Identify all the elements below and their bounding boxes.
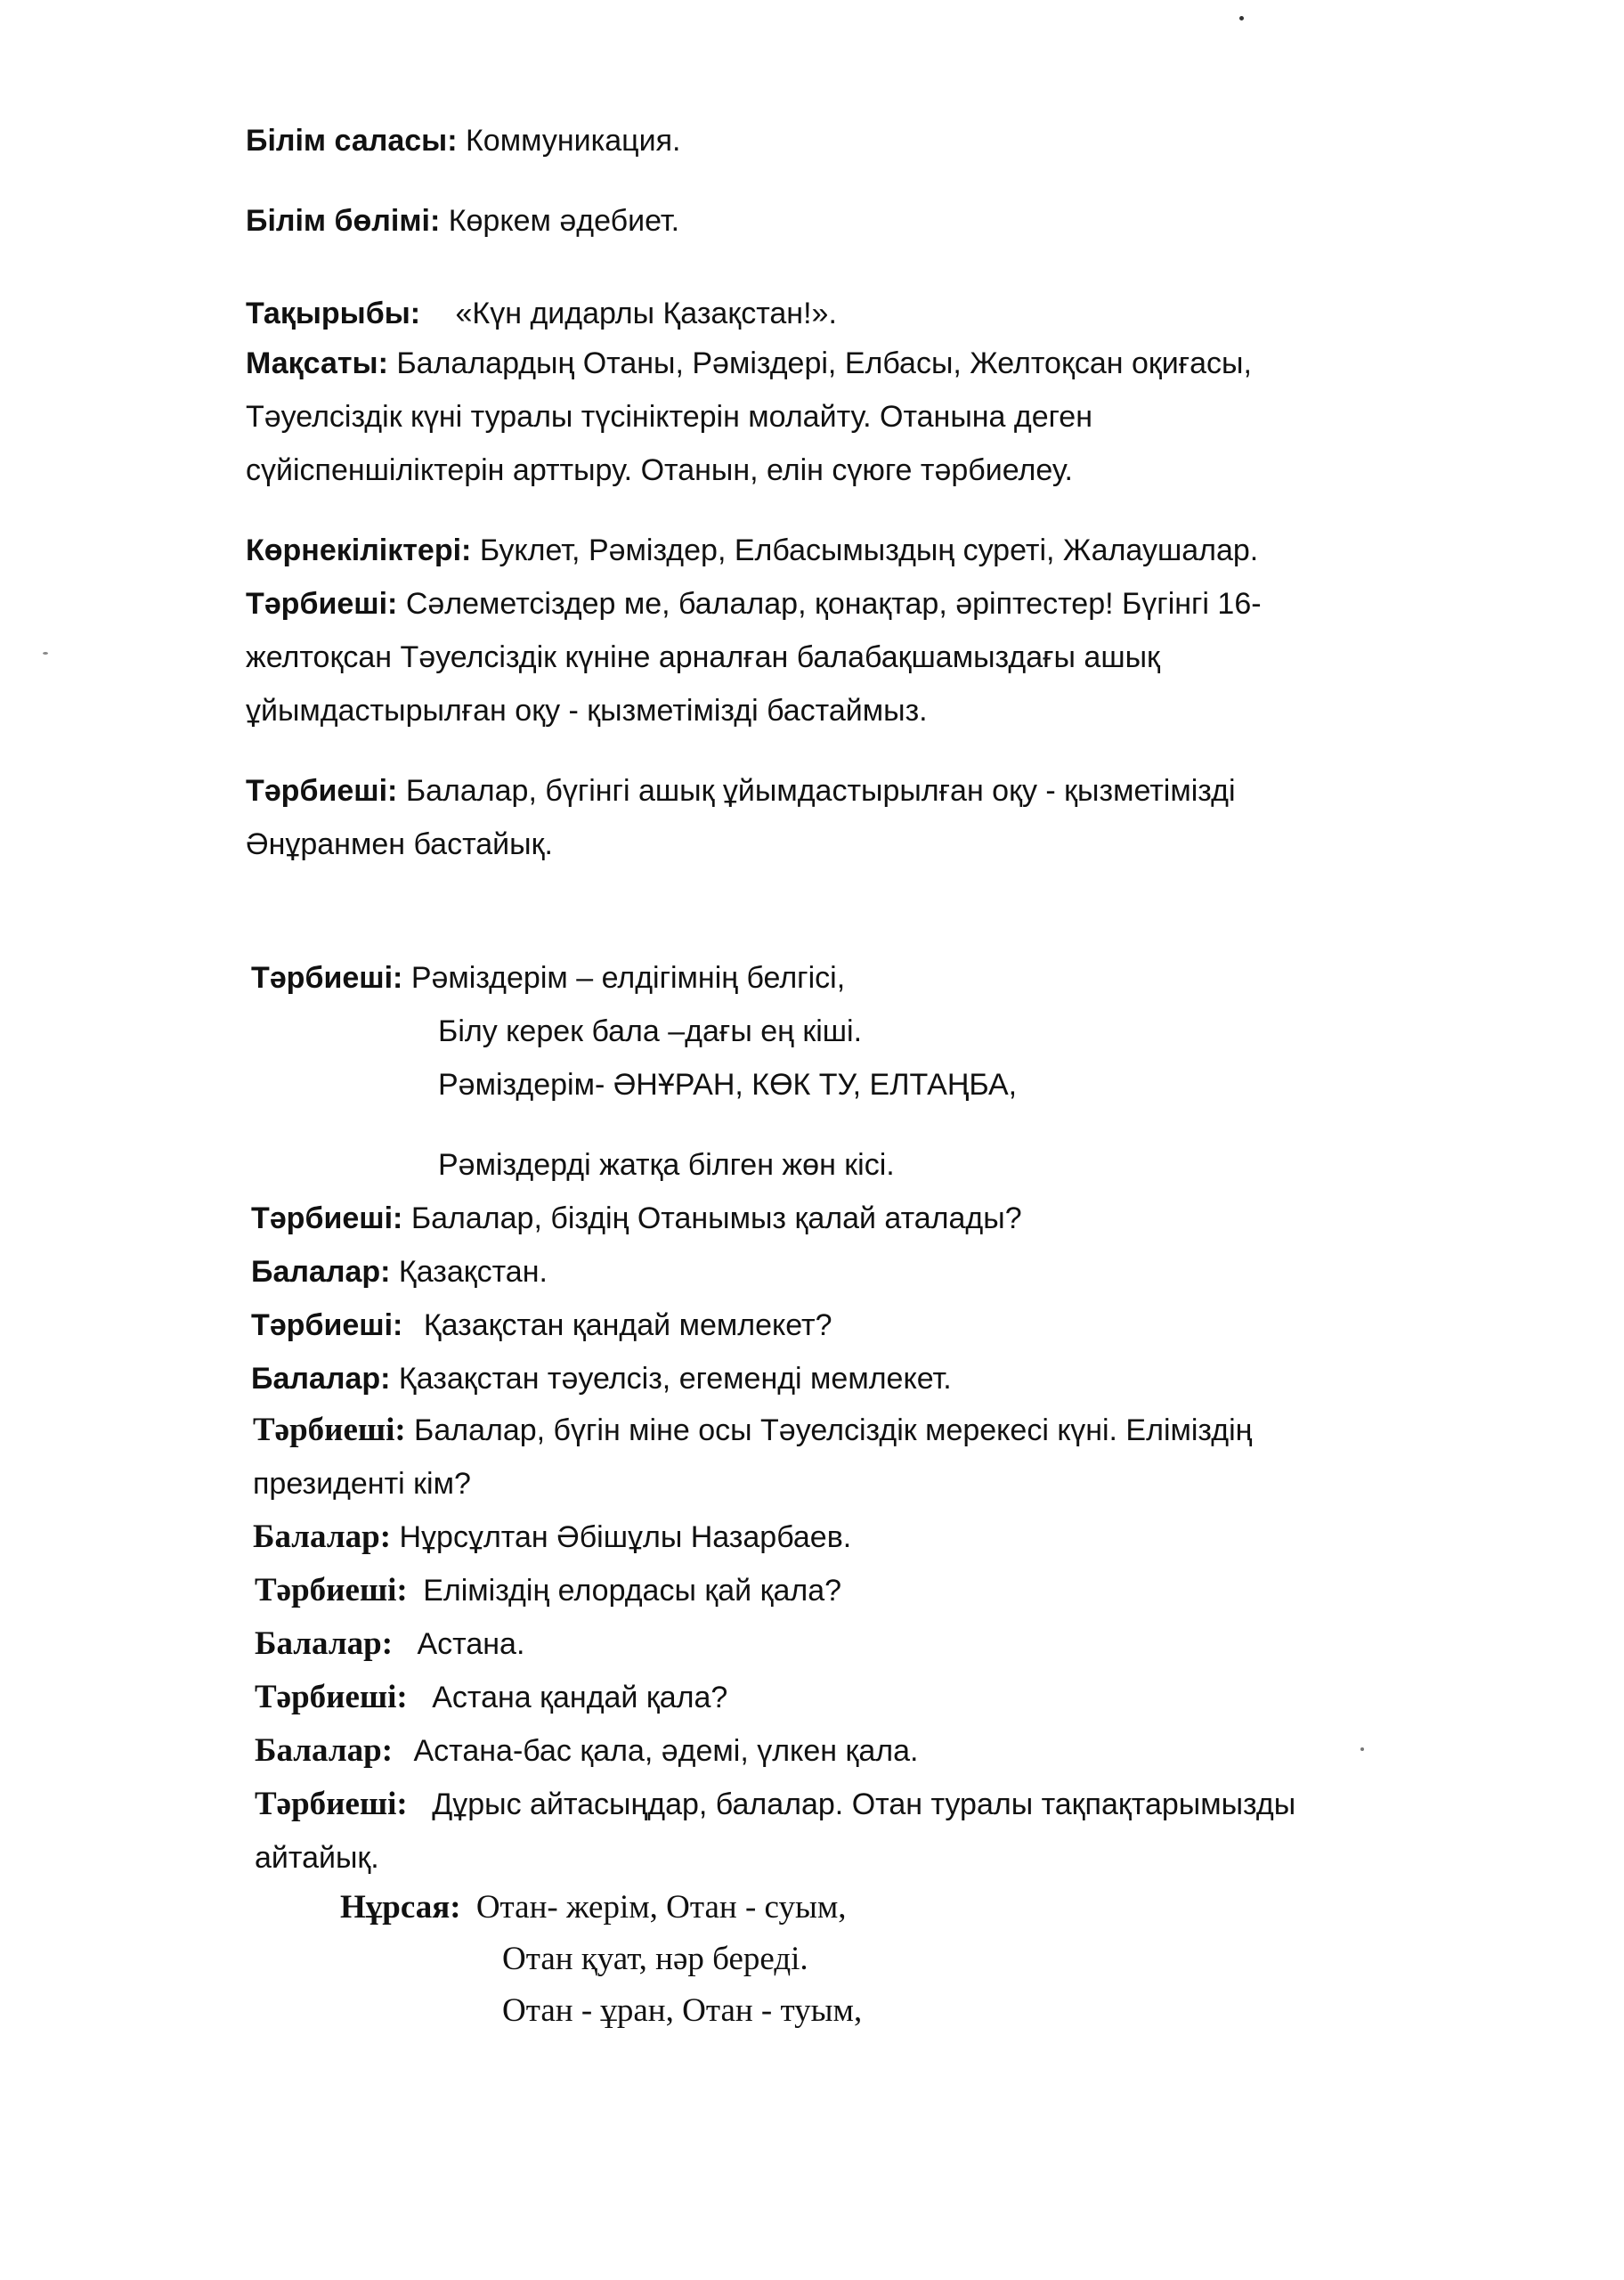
dialogue-speaker: Тәрбиеші: (251, 1308, 403, 1342)
scan-speck (43, 652, 48, 655)
dialogue-text: Еліміздің елордасы қай қала? (423, 1574, 842, 1608)
section-line (246, 201, 679, 240)
recital-line-2: Отан қуат, нәр береді. (502, 1941, 808, 1977)
greeting-line-2: желтоқсан Тәуелсіздік күніне арналған балабақшамыздағы ашық (246, 640, 1160, 674)
anthem-label: Тәрбиеші: (246, 774, 398, 808)
dialogue-speaker: Тәрбиеші: (253, 1412, 406, 1448)
dialogue-speaker: Балалар: (251, 1362, 391, 1396)
goal-line-2: Тәуелсіздік күні туралы түсініктерін молайту. Отанына деген (246, 400, 1092, 434)
goal-text-1: Балалардың Отаны, Рәміздері, Елбасы, Желтоқсан оқиғасы, (396, 346, 1252, 380)
dialogue-speaker: Тәрбиеші: (255, 1679, 408, 1715)
section-label: Білім бөлімі: (246, 204, 441, 238)
field-value: Коммуникация. (466, 124, 681, 158)
dialogue-speaker: Балалар: (253, 1519, 392, 1555)
dialogue-line-8 (255, 1624, 524, 1664)
poem-text-1: Рәміздерім – елдігімнің белгісі, (410, 961, 846, 995)
recital-line-1 (340, 1888, 847, 1927)
scan-speck (1239, 16, 1244, 20)
greeting-line-1 (246, 584, 1262, 623)
field-line (246, 121, 680, 160)
poem-line-4: Рәміздерді жатқа білген жөн кісі. (438, 1148, 895, 1182)
recital-text-1: Отан- жерім, Отан - суым, (475, 1889, 847, 1926)
dialogue-text: Қазақстан тәуелсіз, егеменді мемлекет. (398, 1362, 952, 1396)
dialogue-line-5 (253, 1411, 1252, 1450)
dialogue-line-1 (251, 1199, 1022, 1238)
dialogue-speaker: Тәрбиеші: (255, 1572, 408, 1608)
dialogue-line-9 (255, 1678, 727, 1717)
dialogue-speaker: Тәрбиеші: (251, 1201, 403, 1235)
scan-speck (1360, 1747, 1364, 1751)
greeting-line-3: ұйымдастырылған оқу - қызметімізді бастаймыз. (246, 694, 928, 728)
visuals-value: Буклет, Рәміздер, Елбасымыздың суреті, Жалаушалар. (479, 533, 1259, 567)
dialogue-line-11-cont: айтайық. (255, 1841, 379, 1875)
dialogue-text: Нұрсұлтан Әбішұлы Назарбаев. (399, 1520, 852, 1554)
anthem-line-2: Әнұранмен бастайық. (246, 827, 553, 861)
poem-line-1 (251, 958, 845, 998)
dialogue-text: Балалар, бүгін міне осы Тәуелсіздік мерекесі күні. Еліміздің (414, 1413, 1253, 1447)
poem-label: Тәрбиеші: (251, 961, 403, 995)
field-label: Білім саласы: (246, 124, 458, 158)
dialogue-text: Астана қандай қала? (432, 1681, 728, 1714)
dialogue-text: Астана. (417, 1627, 525, 1661)
dialogue-speaker: Балалар: (255, 1732, 394, 1769)
topic-value: «Күн дидарлы Қазақстан!». (455, 297, 837, 330)
visuals-line (246, 531, 1258, 570)
dialogue-text: Астана-бас қала, әдемі, үлкен қала. (413, 1734, 919, 1768)
dialogue-line-2 (251, 1252, 548, 1291)
dialogue-text: Қазақстан қандай мемлекет? (423, 1308, 832, 1342)
topic-line (246, 294, 837, 333)
dialogue-text: Дұрыс айтасыңдар, балалар. Отан туралы тақпақтарымызды (432, 1787, 1296, 1821)
recital-speaker: Нұрсая: (340, 1889, 461, 1926)
section-value: Көркем әдебиет. (448, 204, 680, 238)
goal-label: Мақсаты: (246, 346, 388, 380)
anthem-text-1: Балалар, бүгінгі ашық ұйымдастырылған оқу - қызметімізді (405, 774, 1236, 808)
dialogue-line-3 (251, 1306, 832, 1345)
poem-line-2: Білу керек бала –дағы ең кіші. (438, 1014, 863, 1048)
recital-line-3: Отан - ұран, Отан - туым, (502, 1992, 863, 2029)
greeting-text-1: Сәлеметсіздер ме, балалар, қонақтар, әріптестер! Бүгінгі 16- (405, 587, 1262, 621)
dialogue-speaker: Балалар: (255, 1625, 394, 1662)
dialogue-text: Балалар, біздің Отанымыз қалай аталады? (410, 1201, 1022, 1235)
dialogue-line-7 (255, 1571, 841, 1610)
dialogue-line-11 (255, 1785, 1295, 1824)
poem-line-3: Рәміздерім- ӘНҰРАН, КӨК ТУ, ЕЛТАҢБА, (438, 1068, 1018, 1102)
dialogue-line-6 (253, 1518, 851, 1557)
dialogue-text: Қазақстан. (398, 1255, 548, 1289)
anthem-line-1 (246, 771, 1236, 810)
dialogue-speaker: Тәрбиеші: (255, 1786, 408, 1822)
goal-line-1 (246, 344, 1252, 383)
greeting-label: Тәрбиеші: (246, 587, 398, 621)
dialogue-line-10 (255, 1731, 918, 1771)
dialogue-line-4 (251, 1359, 952, 1398)
dialogue-line-5-cont: президенті кім? (253, 1467, 471, 1501)
topic-label: Тақырыбы: (246, 297, 421, 330)
goal-line-3: сүйіспеншіліктерін арттыру. Отанын, елін сүюге тәрбиелеу. (246, 453, 1073, 487)
visuals-label: Көрнекіліктері: (246, 533, 472, 567)
dialogue-speaker: Балалар: (251, 1255, 391, 1289)
